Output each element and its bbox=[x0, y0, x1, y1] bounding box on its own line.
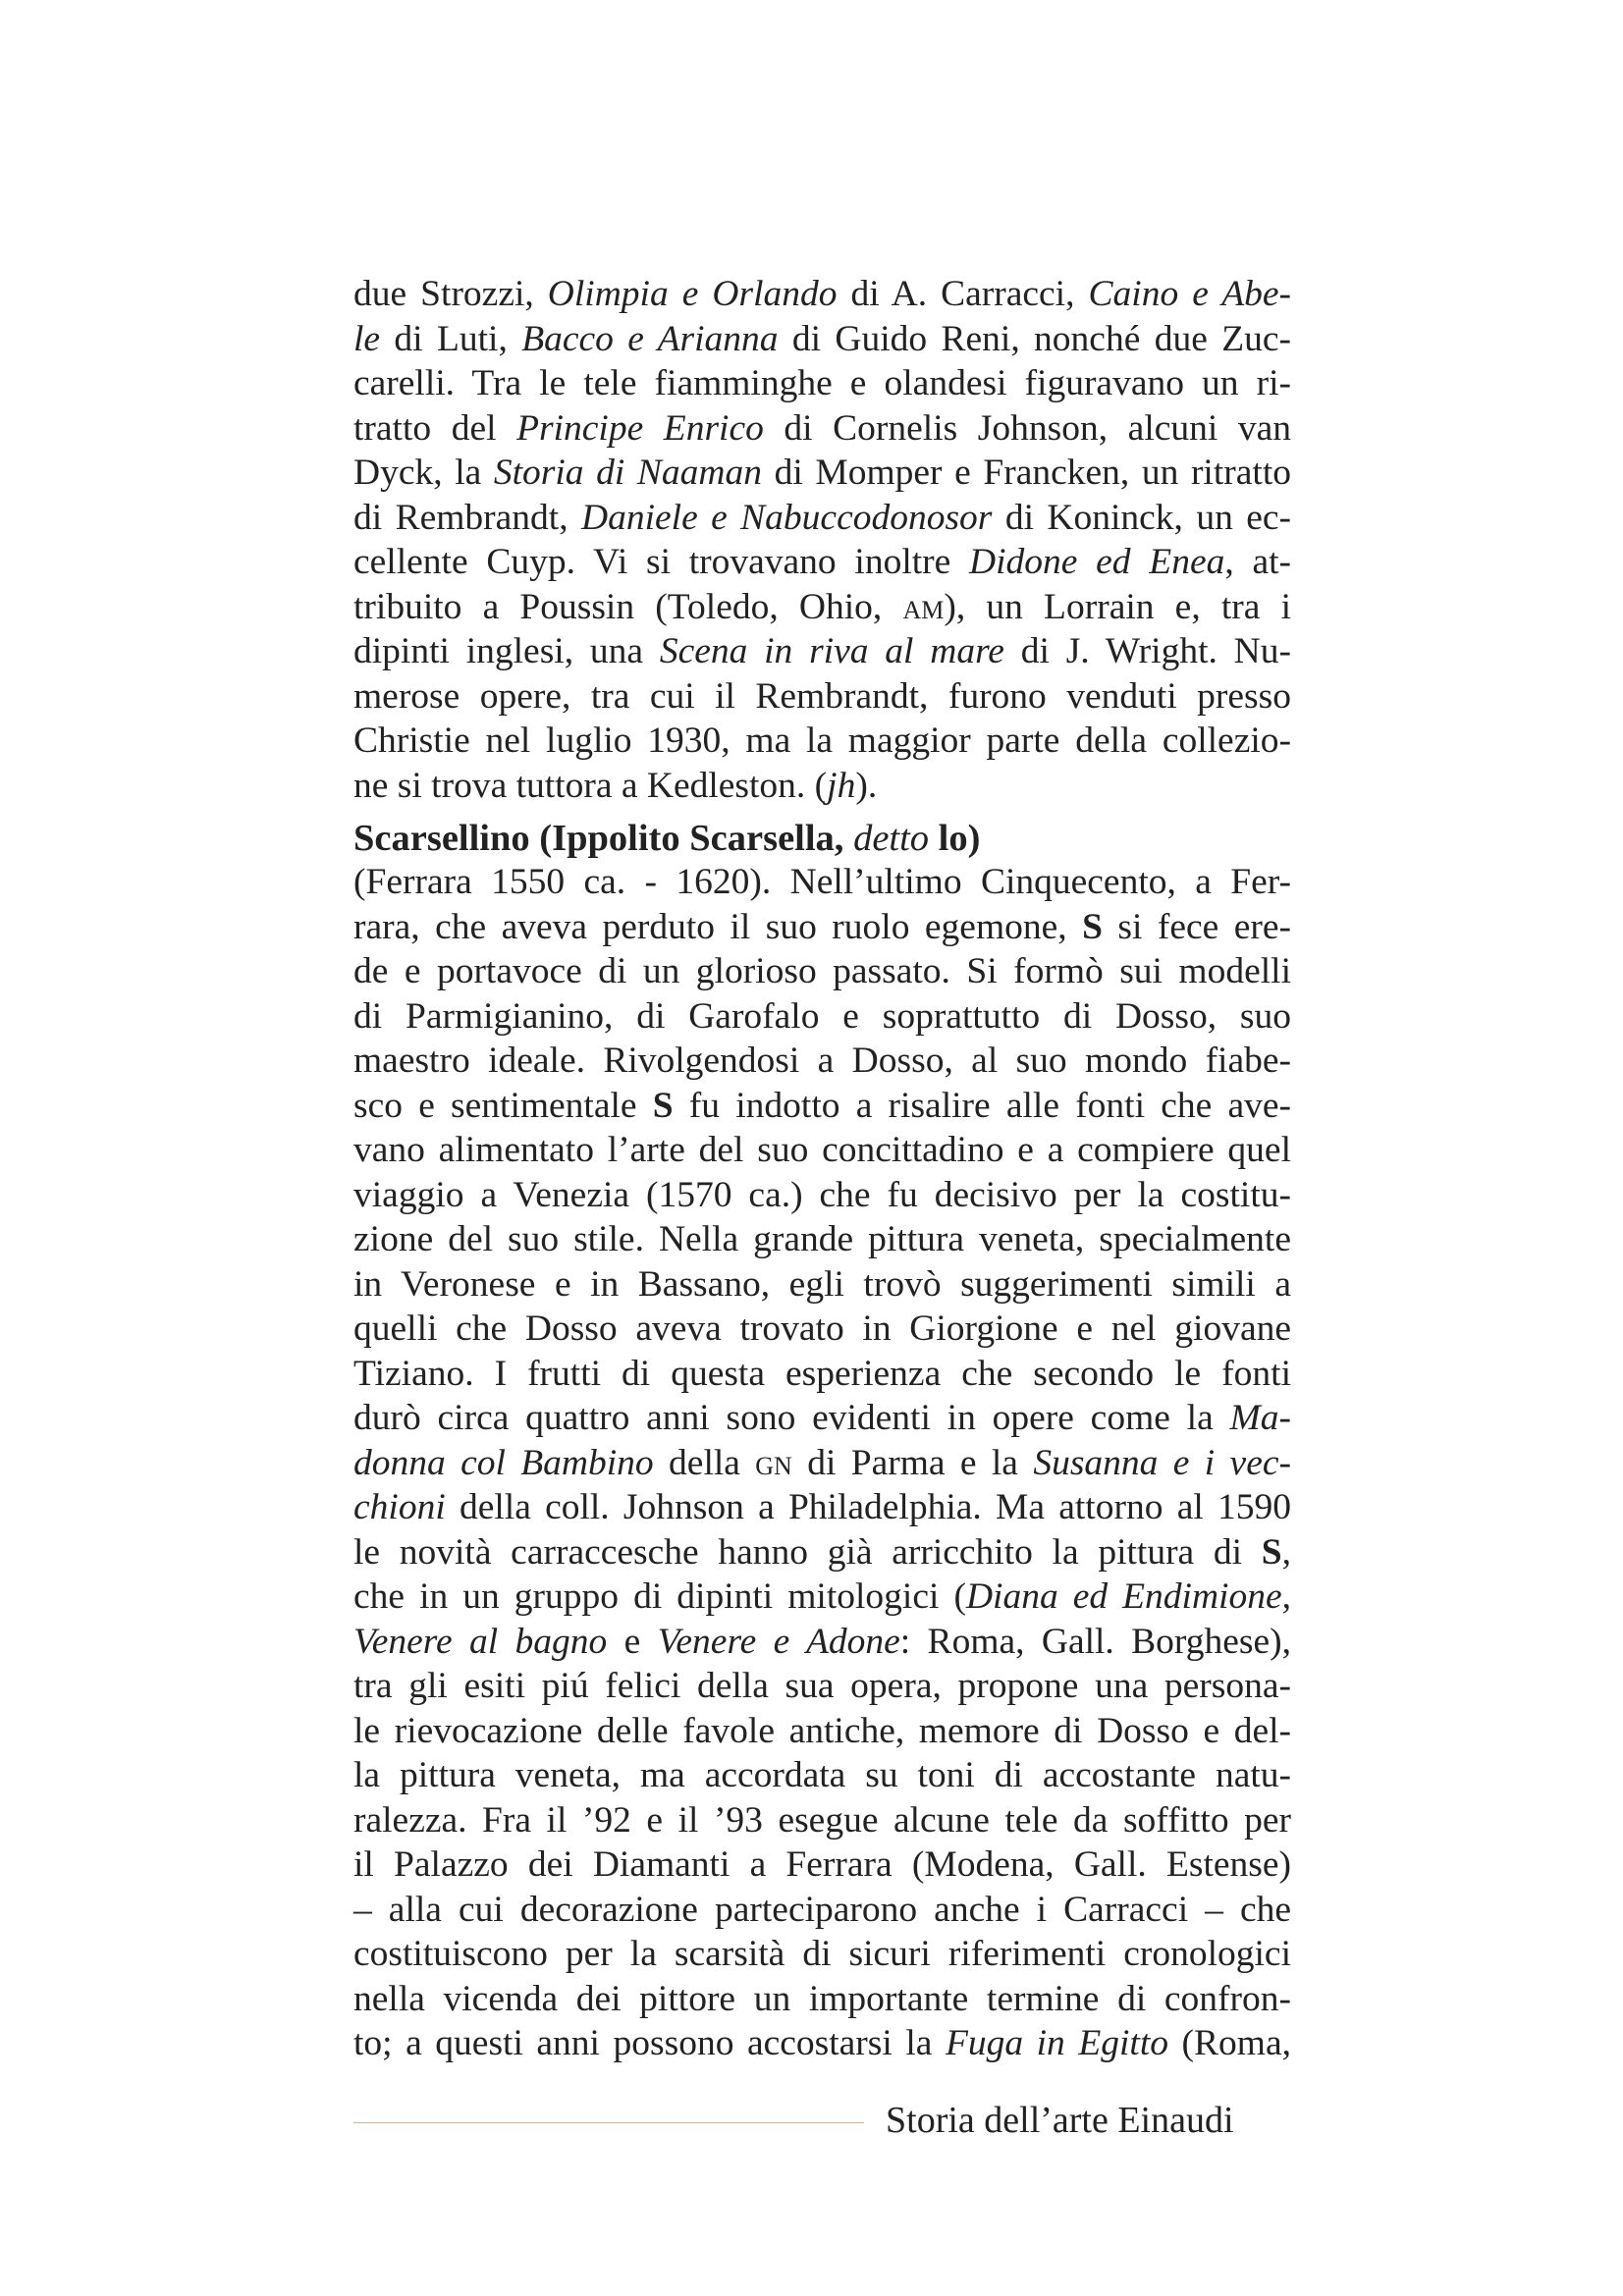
text-run: che in un gruppo di dipinti mitologici ( bbox=[353, 1576, 966, 1617]
text-run: tra gli esiti piú felici della sua opera, propone una persona- bbox=[353, 1666, 1291, 1706]
text-run: della bbox=[653, 1442, 756, 1483]
text-run: di J. Wright. Nu- bbox=[1003, 631, 1291, 671]
text-run: ). bbox=[855, 765, 878, 806]
text-line bbox=[353, 1128, 1291, 1173]
text-run: (Ferrara 1550 ca. - 1620). Nell’ultimo Cinquecento, a Fer- bbox=[353, 862, 1291, 902]
text-run: di Koninck, un ec- bbox=[992, 497, 1292, 538]
text-line bbox=[353, 1932, 1291, 1977]
text-run: sco e sentimentale bbox=[353, 1085, 653, 1126]
text-run: maestro ideale. Rivolgendosi a Dosso, al suo mondo fiabe- bbox=[353, 1041, 1291, 1081]
text-line bbox=[353, 1888, 1291, 1933]
text-run: nella vicenda dei pittore un importante termine di confron- bbox=[353, 1978, 1291, 2019]
text-line bbox=[353, 905, 1291, 950]
text-line bbox=[353, 764, 1291, 809]
text-run: quelli che Dosso aveva trovato in Giorgione e nel giovane bbox=[353, 1308, 1291, 1349]
italic-text: jh bbox=[827, 765, 856, 806]
text-line bbox=[353, 1307, 1291, 1352]
text-run: tratto del bbox=[353, 407, 517, 449]
text-line bbox=[353, 496, 1291, 541]
text-line bbox=[353, 406, 1291, 452]
text-run: durò circa quattro anni sono evidenti in opere come la bbox=[353, 1398, 1230, 1438]
text-run: merose opere, tra cui il Rembrandt, furono venduti presso bbox=[353, 675, 1291, 717]
italic-text: Daniele e Nabuccodonosor bbox=[581, 497, 993, 538]
text-line bbox=[353, 272, 1291, 317]
text-run: e bbox=[607, 1621, 658, 1662]
text-run: (Roma, bbox=[1168, 2023, 1291, 2063]
italic-text: Venere al bagno bbox=[353, 1621, 608, 1662]
text-line bbox=[353, 1084, 1291, 1129]
text-run: le novità carraccesche hanno già arricchito la pittura di bbox=[353, 1531, 1262, 1573]
bold-text: S bbox=[1082, 906, 1103, 947]
entry-heading bbox=[353, 815, 980, 862]
text-run: carelli. Tra le tele fiamminghe e olandesi figuravano un ri- bbox=[353, 363, 1291, 403]
entry-heading-epithet: detto bbox=[853, 818, 930, 859]
text-run: di Momper e Francken, un ritratto bbox=[762, 453, 1291, 493]
text-line bbox=[353, 949, 1291, 994]
text-line bbox=[353, 1217, 1291, 1262]
text-run: viaggio a Venezia (1570 ca.) che fu decisivo per la costitu- bbox=[353, 1174, 1291, 1215]
text-line bbox=[353, 674, 1291, 720]
text-line bbox=[353, 2021, 1291, 2066]
italic-text: Didone ed Enea bbox=[969, 542, 1225, 582]
text-line bbox=[353, 1173, 1291, 1218]
text-run: costituiscono per la scarsità di sicuri riferimenti cronologici bbox=[353, 1934, 1291, 1974]
italic-text: Caino e Abe- bbox=[1088, 274, 1291, 314]
italic-text: Storia di Naaman bbox=[493, 453, 762, 493]
entry-heading-suffix: lo) bbox=[929, 818, 981, 859]
text-run: il Palazzo dei Diamanti a Ferrara (Modena, Gall. Estense) bbox=[353, 1844, 1291, 1885]
text-run: zione del suo stile. Nella grande pittura veneta, specialmente bbox=[353, 1219, 1291, 1259]
entry-heading-name: Scarsellino (Ippolito Scarsella, bbox=[353, 818, 854, 859]
text-line bbox=[353, 1977, 1291, 2022]
text-line bbox=[353, 585, 1291, 630]
text-run: di Cornelis Johnson, alcuni van bbox=[763, 407, 1292, 449]
small-caps-text: am bbox=[902, 586, 945, 627]
text-run: tribuito a Poussin (Toledo, Ohio, bbox=[353, 586, 903, 627]
text-line bbox=[353, 1753, 1291, 1798]
text-run: Dyck, la bbox=[353, 453, 494, 493]
text-run: due Strozzi, bbox=[353, 274, 548, 314]
italic-text: Principe Enrico bbox=[516, 407, 764, 449]
text-run: dipinti inglesi, una bbox=[353, 631, 660, 671]
small-caps-text: gn bbox=[755, 1442, 792, 1483]
text-run: in Veronese e in Bassano, egli trovò suggerimenti simili a bbox=[353, 1263, 1291, 1305]
text-run: ralezza. Fra il ’92 e il ’93 esegue alcune tele da soffitto per bbox=[353, 1799, 1291, 1841]
text-line bbox=[353, 1441, 1291, 1486]
text-run: to; a questi anni possono accostarsi la bbox=[353, 2023, 946, 2063]
italic-text: Venere e Adone bbox=[657, 1621, 900, 1662]
entry-body-text bbox=[353, 860, 1291, 2066]
italic-text: le bbox=[353, 318, 381, 359]
italic-text: chioni bbox=[353, 1487, 446, 1527]
text-run: Tiziano. I frutti di questa esperienza che secondo le fonti bbox=[353, 1353, 1291, 1394]
text-line bbox=[353, 1575, 1291, 1620]
text-run: fu indotto a risalire alle fonti che ave- bbox=[673, 1085, 1291, 1126]
text-line bbox=[353, 540, 1291, 585]
text-run: le rievocazione delle favole antiche, memore di Dosso e del- bbox=[353, 1710, 1291, 1751]
text-line bbox=[353, 1664, 1291, 1709]
text-run: Christie nel luglio 1930, ma la maggior parte della collezio- bbox=[353, 721, 1291, 761]
footer-rule bbox=[353, 2122, 864, 2123]
text-run: di Rembrandt, bbox=[353, 497, 581, 538]
text-run: di Guido Reni, nonché due Zuc- bbox=[778, 318, 1291, 359]
italic-text: Diana ed Endimione bbox=[965, 1576, 1282, 1617]
text-run: , bbox=[1281, 1531, 1291, 1573]
text-line bbox=[353, 1620, 1291, 1665]
italic-text: donna col Bambino bbox=[353, 1442, 654, 1483]
text-line bbox=[353, 1352, 1291, 1397]
text-run: della coll. Johnson a Philadelphia. Ma attorno al 1590 bbox=[445, 1487, 1291, 1527]
text-line bbox=[353, 1798, 1291, 1843]
text-run: la pittura veneta, ma accordata su toni di accostante natu- bbox=[353, 1755, 1291, 1795]
text-run: ne si trova tuttora a Kedleston. ( bbox=[353, 765, 828, 806]
text-run: , bbox=[1281, 1576, 1291, 1617]
footer-title: Storia dell’arte Einaudi bbox=[886, 2100, 1234, 2141]
text-run: ), un Lorrain e, tra i bbox=[944, 586, 1291, 627]
text-run: di A. Carracci, bbox=[837, 274, 1089, 314]
bold-text: S bbox=[652, 1085, 674, 1126]
italic-text: Fuga in Egitto bbox=[945, 2023, 1169, 2063]
text-line bbox=[353, 1262, 1291, 1308]
text-line bbox=[353, 451, 1291, 496]
text-line bbox=[353, 1842, 1291, 1888]
text-run: vano alimentato l’arte del suo concittadino e a compiere quel bbox=[353, 1130, 1291, 1170]
text-run: , at- bbox=[1224, 542, 1292, 582]
text-run: cellente Cuyp. Vi si trovavano inoltre bbox=[353, 542, 970, 582]
previous-entry-text bbox=[353, 272, 1291, 808]
text-run: de e portavoce di un glorioso passato. Si formò sui modelli bbox=[353, 951, 1291, 991]
text-line bbox=[353, 719, 1291, 764]
text-line bbox=[353, 361, 1291, 406]
text-line bbox=[353, 1530, 1291, 1575]
italic-text: Scena in riva al mare bbox=[659, 631, 1004, 671]
text-run: : Roma, Gall. Borghese), bbox=[899, 1621, 1291, 1662]
text-run: – alla cui decorazione parteciparono anche i Carracci – che bbox=[353, 1889, 1291, 1930]
text-line bbox=[353, 860, 1291, 905]
italic-text: Olimpia e Orlando bbox=[547, 274, 838, 314]
bold-text: S bbox=[1261, 1531, 1282, 1573]
text-line bbox=[353, 1396, 1291, 1441]
text-line bbox=[353, 994, 1291, 1040]
italic-text: Bacco e Arianna bbox=[521, 318, 779, 359]
text-run: rara, che aveva perduto il suo ruolo egemone, bbox=[353, 906, 1083, 947]
text-line bbox=[353, 1709, 1291, 1754]
text-line bbox=[353, 317, 1291, 362]
text-run: di Parma e la bbox=[791, 1442, 1034, 1483]
text-run: di Luti, bbox=[380, 318, 522, 359]
text-run: si fece ere- bbox=[1102, 906, 1291, 947]
text-line bbox=[353, 629, 1291, 674]
text-line bbox=[353, 1039, 1291, 1084]
italic-text: Susanna e i vec- bbox=[1033, 1442, 1291, 1483]
italic-text: Ma- bbox=[1229, 1398, 1291, 1438]
text-run: di Parmigianino, di Garofalo e soprattutto di Dosso, suo bbox=[353, 995, 1291, 1037]
text-line bbox=[353, 1485, 1291, 1530]
